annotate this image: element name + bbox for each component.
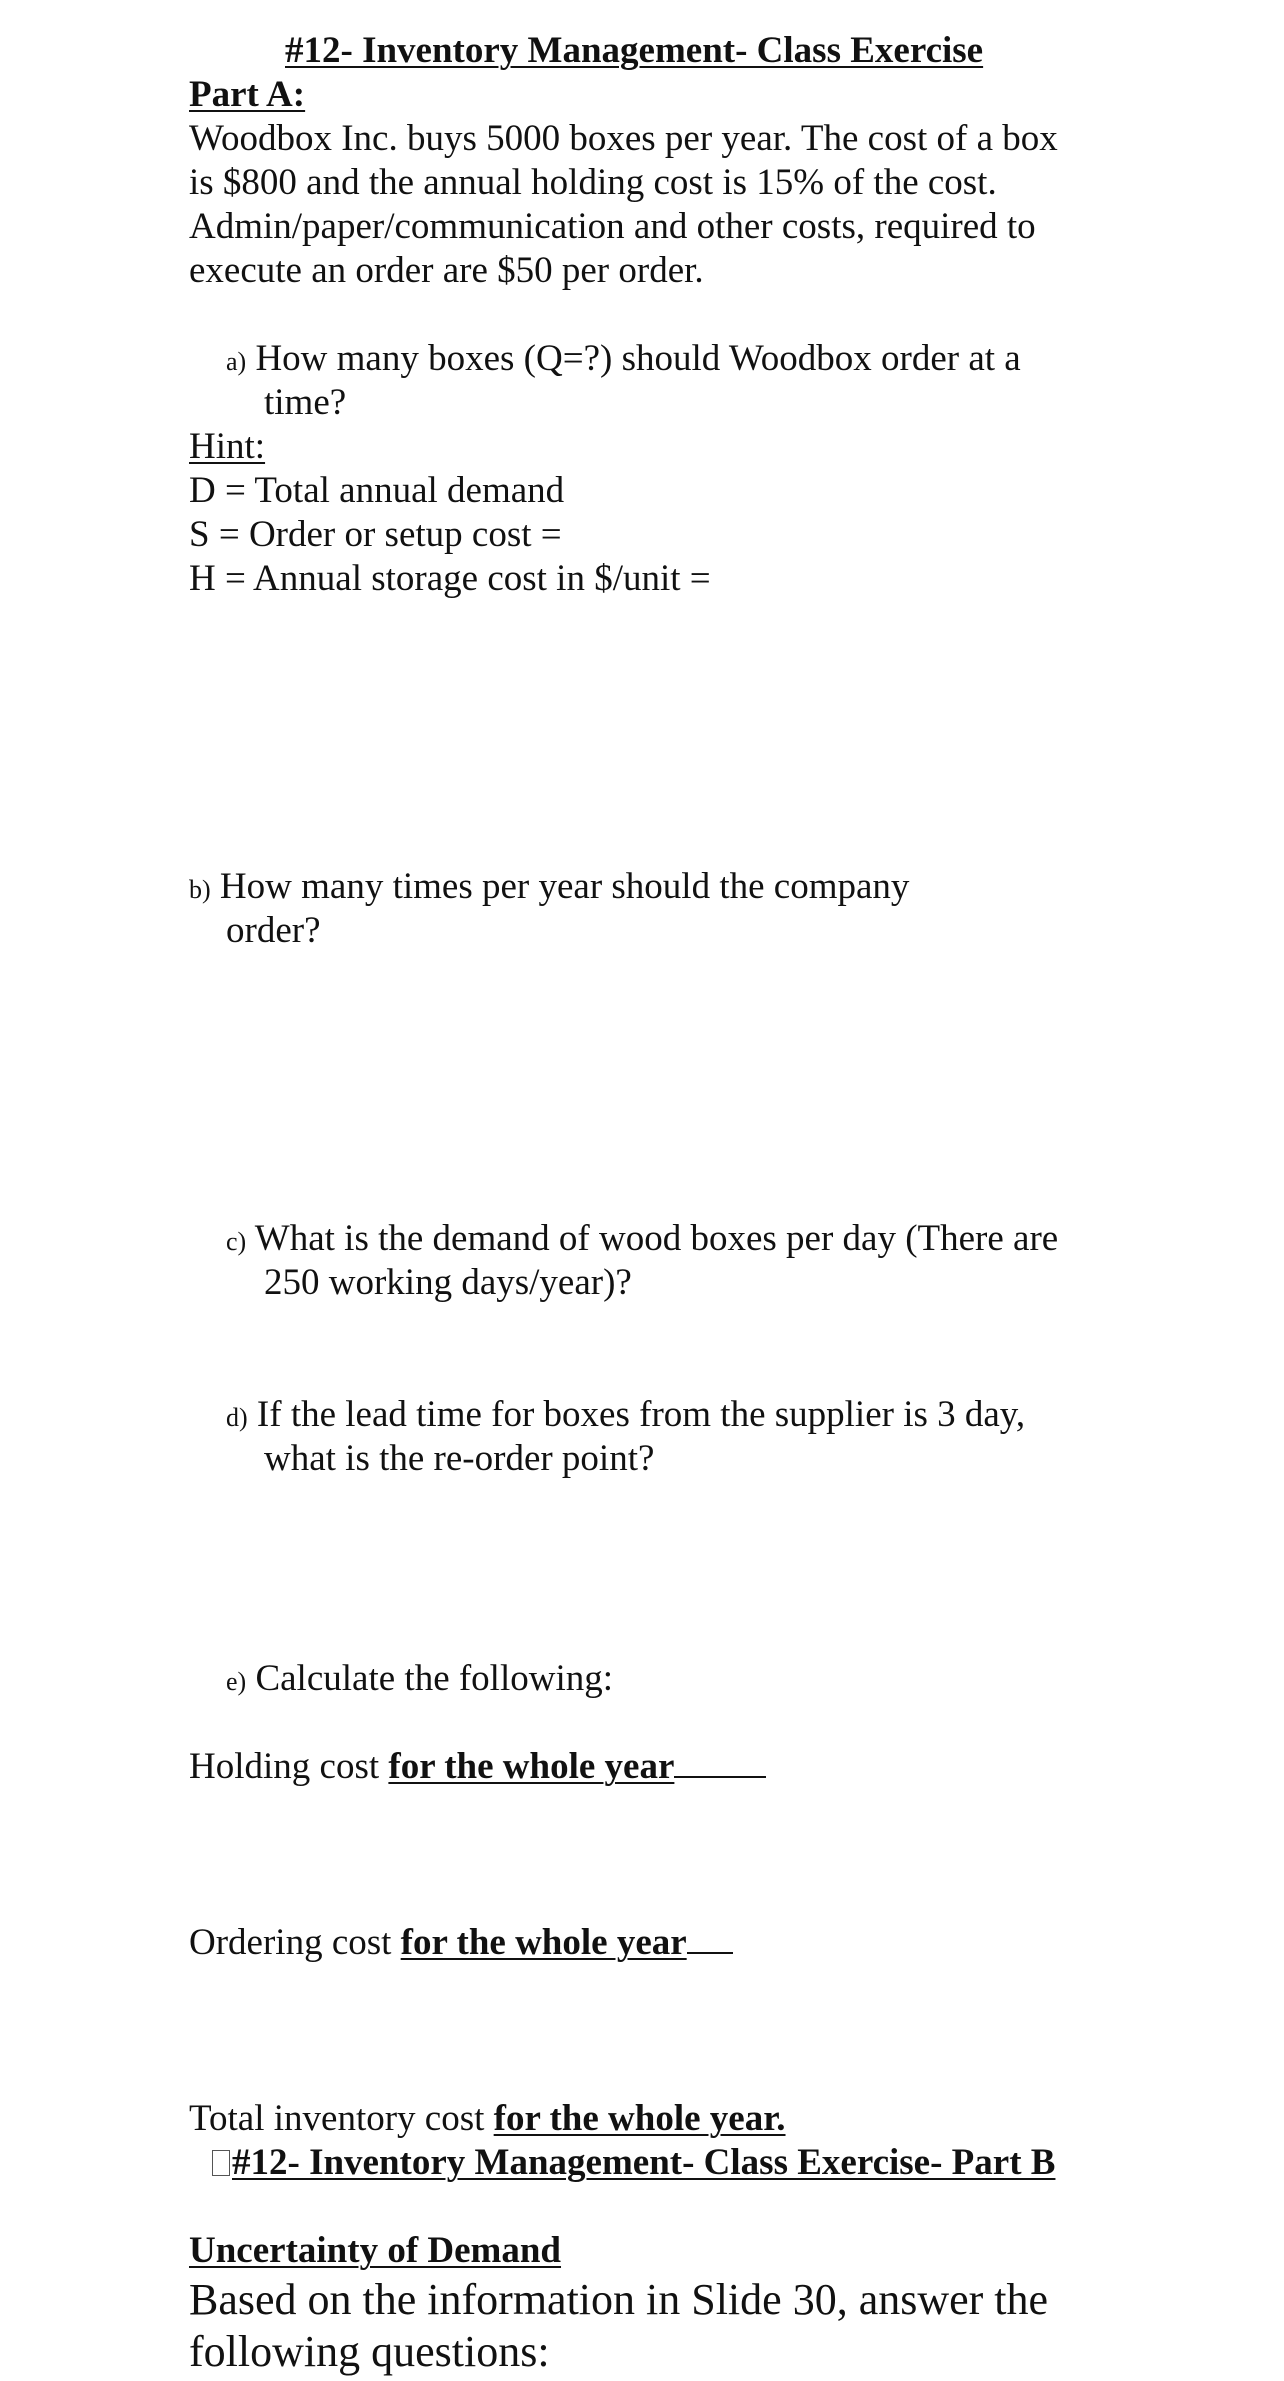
part-b-title: #12- Inventory Management- Class Exercise- Part B bbox=[232, 2142, 1056, 2183]
part-b-intro-line: Based on the information in Slide 30, answer the bbox=[189, 2275, 1049, 2324]
question-e bbox=[226, 1657, 613, 1704]
question-marker: c) bbox=[226, 1227, 247, 1256]
holding-cost-line bbox=[189, 1745, 766, 1789]
hint-line: D = Total annual demand bbox=[189, 470, 565, 511]
question-text: Calculate the following: bbox=[255, 1658, 614, 1699]
intro-line: is $800 and the annual holding cost is 15% of the cost. bbox=[189, 162, 997, 203]
part-b-intro-line: following questions: bbox=[189, 2327, 550, 2376]
answer-blank bbox=[674, 1746, 766, 1778]
intro-line: execute an order are $50 per order. bbox=[189, 250, 704, 291]
question-b bbox=[189, 865, 909, 912]
holding-cost-label: Holding cost bbox=[189, 1746, 389, 1787]
question-text: If the lead time for boxes from the supplier is 3 day, bbox=[256, 1394, 1026, 1435]
total-cost-emphasis: for the whole year. bbox=[493, 2098, 786, 2139]
question-marker: a) bbox=[226, 347, 247, 376]
hint-label: Hint: bbox=[189, 426, 266, 467]
part-b-title-line bbox=[212, 2141, 1055, 2185]
question-text: What is the demand of wood boxes per day (There are bbox=[254, 1218, 1059, 1259]
missing-glyph-icon bbox=[212, 2150, 230, 2176]
hint-line: H = Annual storage cost in $/unit = bbox=[189, 558, 711, 599]
ordering-cost-emphasis: for the whole year bbox=[400, 1922, 687, 1963]
question-text: How many boxes (Q=?) should Woodbox order at a bbox=[255, 338, 1021, 379]
question-text: 250 working days/year)? bbox=[264, 1262, 632, 1303]
question-marker: e) bbox=[226, 1667, 247, 1696]
page-title: #12- Inventory Management- Class Exercise bbox=[285, 30, 984, 71]
total-cost-line bbox=[189, 2097, 786, 2141]
question-marker: d) bbox=[226, 1403, 248, 1432]
question-text: How many times per year should the company bbox=[219, 866, 910, 907]
intro-line: Woodbox Inc. buys 5000 boxes per year. The cost of a box bbox=[189, 118, 1058, 159]
question-d bbox=[226, 1393, 1025, 1440]
question-marker: b) bbox=[189, 875, 211, 904]
question-text: order? bbox=[226, 910, 321, 951]
holding-cost-emphasis: for the whole year bbox=[388, 1746, 675, 1787]
answer-blank bbox=[687, 1922, 733, 1954]
question-c bbox=[226, 1217, 1058, 1264]
question-text: time? bbox=[264, 382, 347, 423]
part-b-heading: Uncertainty of Demand bbox=[189, 2230, 562, 2271]
question-text: what is the re-order point? bbox=[264, 1438, 655, 1479]
ordering-cost-label: Ordering cost bbox=[189, 1922, 401, 1963]
total-cost-label: Total inventory cost bbox=[189, 2098, 494, 2139]
question-a bbox=[226, 337, 1021, 384]
ordering-cost-line bbox=[189, 1921, 733, 1965]
part-a-heading: Part A: bbox=[189, 74, 306, 115]
hint-line: S = Order or setup cost = bbox=[189, 514, 562, 555]
intro-line: Admin/paper/communication and other costs, required to bbox=[189, 206, 1036, 247]
